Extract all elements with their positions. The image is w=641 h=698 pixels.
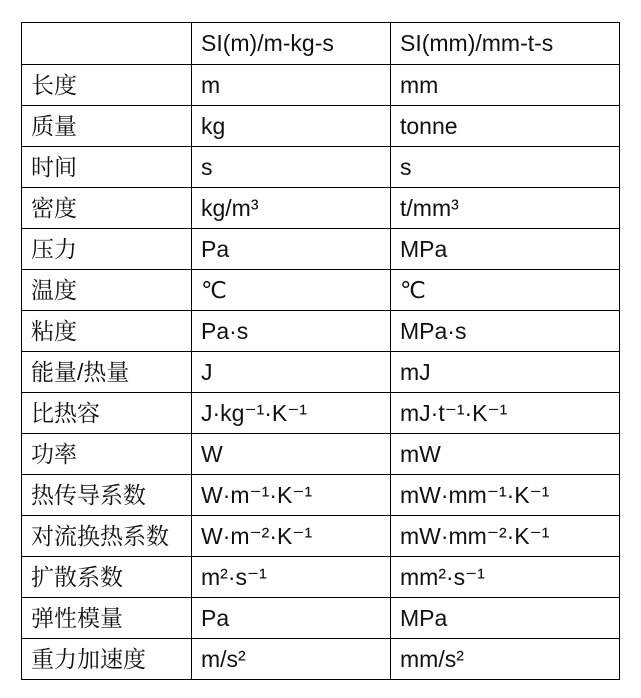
table-row	[22, 434, 620, 475]
table-row	[22, 639, 620, 680]
table-header-row	[22, 23, 620, 65]
si-mm-unit: mJ·t⁻¹·K⁻¹	[391, 393, 620, 434]
header-cell-empty	[22, 23, 192, 65]
quantity-label: 对流换热系数	[22, 516, 192, 557]
si-m-unit: kg/m³	[192, 188, 391, 229]
si-m-unit: W·m⁻²·K⁻¹	[192, 516, 391, 557]
si-m-unit: kg	[192, 106, 391, 147]
table-row	[22, 352, 620, 393]
header-cell-si-mm: SI(mm)/mm-t-s	[391, 23, 620, 65]
table-row	[22, 475, 620, 516]
table-row	[22, 65, 620, 106]
table-row	[22, 147, 620, 188]
quantity-label: 长度	[22, 65, 192, 106]
si-m-unit: J·kg⁻¹·K⁻¹	[192, 393, 391, 434]
table-row	[22, 516, 620, 557]
si-m-unit: m/s²	[192, 639, 391, 680]
si-mm-unit: MPa	[391, 229, 620, 270]
quantity-label: 压力	[22, 229, 192, 270]
table-row	[22, 598, 620, 639]
si-m-unit: J	[192, 352, 391, 393]
si-m-unit: ℃	[192, 270, 391, 311]
table-row	[22, 393, 620, 434]
quantity-label: 密度	[22, 188, 192, 229]
si-mm-unit: mW·mm⁻¹·K⁻¹	[391, 475, 620, 516]
si-mm-unit: mJ	[391, 352, 620, 393]
quantity-label: 功率	[22, 434, 192, 475]
quantity-label: 时间	[22, 147, 192, 188]
si-mm-unit: tonne	[391, 106, 620, 147]
table-row	[22, 188, 620, 229]
si-mm-unit: ℃	[391, 270, 620, 311]
header-cell-si-m: SI(m)/m-kg-s	[192, 23, 391, 65]
quantity-label: 比热容	[22, 393, 192, 434]
si-mm-unit: MPa	[391, 598, 620, 639]
si-m-unit: Pa	[192, 598, 391, 639]
quantity-label: 质量	[22, 106, 192, 147]
si-m-unit: s	[192, 147, 391, 188]
quantity-label: 扩散系数	[22, 557, 192, 598]
si-mm-unit: mm/s²	[391, 639, 620, 680]
units-table	[21, 22, 620, 680]
si-mm-unit: mm	[391, 65, 620, 106]
quantity-label: 温度	[22, 270, 192, 311]
quantity-label: 重力加速度	[22, 639, 192, 680]
si-m-unit: W	[192, 434, 391, 475]
si-m-unit: m²·s⁻¹	[192, 557, 391, 598]
si-mm-unit: mm²·s⁻¹	[391, 557, 620, 598]
si-m-unit: m	[192, 65, 391, 106]
table-row	[22, 229, 620, 270]
si-m-unit: W·m⁻¹·K⁻¹	[192, 475, 391, 516]
si-mm-unit: mW	[391, 434, 620, 475]
table-row	[22, 106, 620, 147]
quantity-label: 能量/热量	[22, 352, 192, 393]
si-m-unit: Pa·s	[192, 311, 391, 352]
table-row	[22, 557, 620, 598]
si-mm-unit: t/mm³	[391, 188, 620, 229]
table-row	[22, 311, 620, 352]
si-mm-unit: s	[391, 147, 620, 188]
si-m-unit: Pa	[192, 229, 391, 270]
quantity-label: 粘度	[22, 311, 192, 352]
quantity-label: 热传导系数	[22, 475, 192, 516]
table-row	[22, 270, 620, 311]
si-mm-unit: MPa·s	[391, 311, 620, 352]
si-mm-unit: mW·mm⁻²·K⁻¹	[391, 516, 620, 557]
quantity-label: 弹性模量	[22, 598, 192, 639]
